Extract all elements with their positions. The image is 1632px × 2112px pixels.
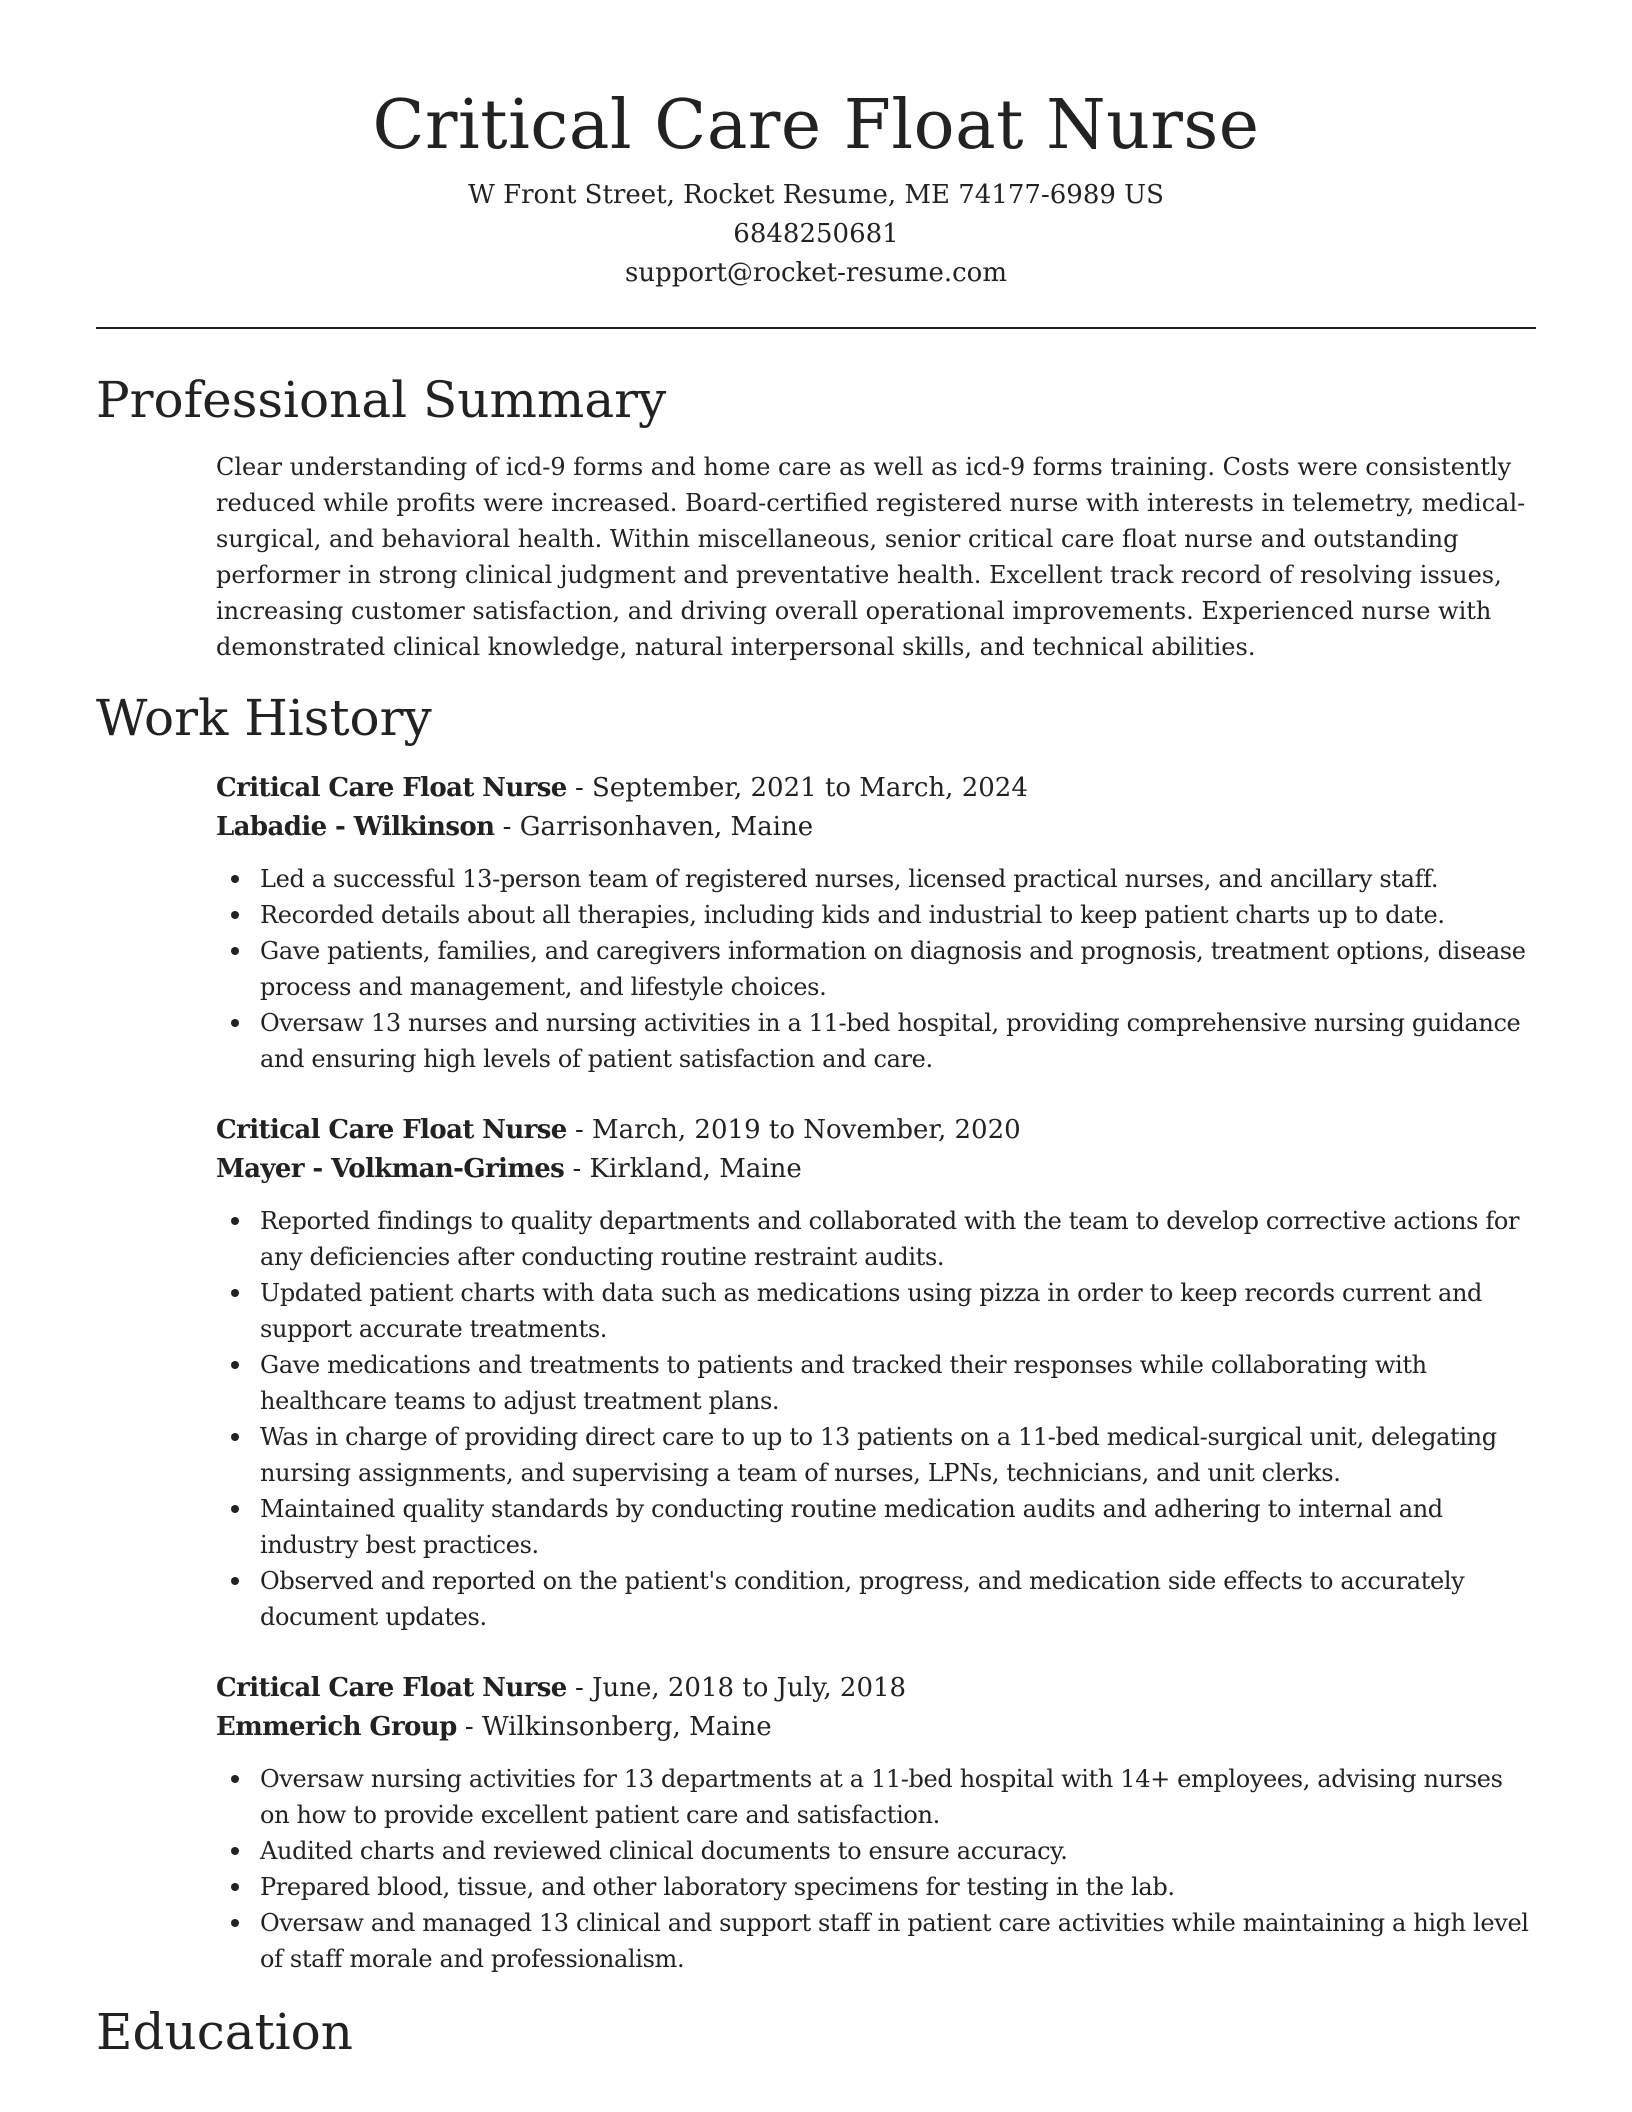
- job-bullet: [216, 897, 1536, 933]
- job-bullet-text: Was in charge of providing direct care to up to 13 patients on a 11-bed medical-surgical unit, delegating nursing assignments, and supervising a team of nurses, LPNs, technicians, and unit clerks.: [260, 1423, 1497, 1487]
- resume-header: [96, 0, 1536, 293]
- job-company: Labadie - Wilkinson: [216, 812, 495, 842]
- job-dates: - June, 2018 to July, 2018: [566, 1673, 907, 1703]
- job-entry: [216, 1111, 1536, 1635]
- job-entry: [216, 1669, 1536, 1977]
- job-bullet: [216, 1005, 1536, 1077]
- education-section: [96, 2001, 1536, 2063]
- header-divider: [96, 327, 1536, 329]
- contact-phone: 6848250681: [733, 219, 899, 249]
- job-bullet-text: Gave medications and treatments to patients and tracked their responses while collaborating with healthcare teams to adjust treatment plans.: [260, 1351, 1427, 1415]
- bullet-dot-icon: [231, 875, 239, 883]
- job-bullet-text: Audited charts and reviewed clinical documents to ensure accuracy.: [260, 1837, 1068, 1865]
- job-bullet: [216, 1761, 1536, 1833]
- job-title-line: [216, 1669, 1536, 1708]
- job-bullet-text: Maintained quality standards by conducting routine medication audits and adhering to internal and industry best practices.: [260, 1495, 1443, 1559]
- bullet-dot-icon: [231, 1019, 239, 1027]
- job-bullet-text: Reported findings to quality departments and collaborated with the team to develop corrective actions for any deficiencies after conducting routine restraint audits.: [260, 1207, 1520, 1271]
- job-entry: [216, 769, 1536, 1077]
- job-bullet-list: [216, 861, 1536, 1077]
- bullet-dot-icon: [231, 1289, 239, 1297]
- job-bullet-text: Updated patient charts with data such as medications using pizza in order to keep records current and support accurate treatments.: [260, 1279, 1483, 1343]
- summary-text: Clear understanding of icd-9 forms and home care as well as icd-9 forms training. Costs were consistently reduced while profits were increased. Board-certified registered nurse with interests in telemetry, medical-surgical, and behavioral health. Within miscellaneous, senior critical care float nurse and outstanding performer in strong clinical judgment and preventative health. Excellent track record of resolving issues, increasing customer satisfaction, and driving overall operational improvements. Experienced nurse with demonstrated clinical knowledge, natural interpersonal skills, and technical abilities.: [216, 453, 1526, 661]
- bullet-dot-icon: [231, 1433, 239, 1441]
- job-company-line: [216, 1150, 1536, 1189]
- job-bullet-text: Oversaw and managed 13 clinical and support staff in patient care activities while maintaining a high level of staff morale and professionalism.: [260, 1909, 1529, 1973]
- work-history-section: [96, 687, 1536, 1977]
- education-heading: Education: [96, 2003, 353, 2061]
- contact-address: W Front Street, Rocket Resume, ME 74177-6989 US: [468, 180, 1164, 210]
- job-bullet-text: Prepared blood, tissue, and other laboratory specimens for testing in the lab.: [260, 1873, 1175, 1901]
- bullet-dot-icon: [231, 1847, 239, 1855]
- job-title-line: [216, 1111, 1536, 1150]
- job-company: Emmerich Group: [216, 1712, 457, 1742]
- bullet-dot-icon: [231, 1217, 239, 1225]
- job-bullet-text: Recorded details about all therapies, including kids and industrial to keep patient charts up to date.: [260, 901, 1445, 929]
- job-bullet: [216, 861, 1536, 897]
- job-role: Critical Care Float Nurse: [216, 1673, 567, 1703]
- bullet-dot-icon: [231, 947, 239, 955]
- candidate-name: Critical Care Float Nurse: [372, 86, 1260, 165]
- bullet-dot-icon: [231, 1883, 239, 1891]
- job-role: Critical Care Float Nurse: [216, 1115, 567, 1145]
- job-title-line: [216, 769, 1536, 808]
- work-history-heading: Work History: [96, 689, 432, 747]
- bullet-dot-icon: [231, 911, 239, 919]
- job-bullet: [216, 1203, 1536, 1275]
- summary-section: [96, 369, 1536, 665]
- job-company-line: [216, 808, 1536, 847]
- job-role: Critical Care Float Nurse: [216, 773, 567, 803]
- job-dates: - March, 2019 to November, 2020: [566, 1115, 1021, 1145]
- job-bullet-list: [216, 1761, 1536, 1977]
- resume-page: [96, 0, 1536, 2063]
- job-dates: - September, 2021 to March, 2024: [566, 773, 1028, 803]
- job-location: - Garrisonhaven, Maine: [494, 812, 814, 842]
- job-bullet: [216, 1905, 1536, 1977]
- job-bullet: [216, 1491, 1536, 1563]
- job-bullet: [216, 933, 1536, 1005]
- job-bullet: [216, 1869, 1536, 1905]
- jobs-list: [216, 769, 1536, 1977]
- job-bullet-list: [216, 1203, 1536, 1635]
- job-bullet: [216, 1275, 1536, 1347]
- job-company: Mayer - Volkman-Grimes: [216, 1154, 565, 1184]
- job-bullet-text: Oversaw 13 nurses and nursing activities in a 11-bed hospital, providing comprehensive nursing guidance and ensuring high levels of patient satisfaction and care.: [260, 1009, 1521, 1073]
- job-location: - Wilkinsonberg, Maine: [456, 1712, 772, 1742]
- contact-email: support@rocket-resume.com: [624, 258, 1007, 288]
- job-bullet-text: Oversaw nursing activities for 13 departments at a 11-bed hospital with 14+ employees, advising nurses on how to provide excellent patient care and satisfaction.: [260, 1765, 1503, 1829]
- job-bullet: [216, 1563, 1536, 1635]
- job-bullet: [216, 1419, 1536, 1491]
- bullet-dot-icon: [231, 1775, 239, 1783]
- job-bullet: [216, 1347, 1536, 1419]
- bullet-dot-icon: [231, 1361, 239, 1369]
- contact-info: [96, 176, 1536, 293]
- job-bullet: [216, 1833, 1536, 1869]
- job-bullet-text: Gave patients, families, and caregivers information on diagnosis and prognosis, treatment options, disease process and management, and lifestyle choices.: [260, 937, 1526, 1001]
- job-location: - Kirkland, Maine: [564, 1154, 802, 1184]
- bullet-dot-icon: [231, 1919, 239, 1927]
- bullet-dot-icon: [231, 1505, 239, 1513]
- job-bullet-text: Led a successful 13-person team of registered nurses, licensed practical nurses, and ancillary staff.: [260, 865, 1439, 893]
- bullet-dot-icon: [231, 1577, 239, 1585]
- job-company-line: [216, 1708, 1536, 1747]
- summary-heading: Professional Summary: [96, 371, 667, 429]
- job-bullet-text: Observed and reported on the patient's condition, progress, and medication side effects to accurately document updates.: [260, 1567, 1465, 1631]
